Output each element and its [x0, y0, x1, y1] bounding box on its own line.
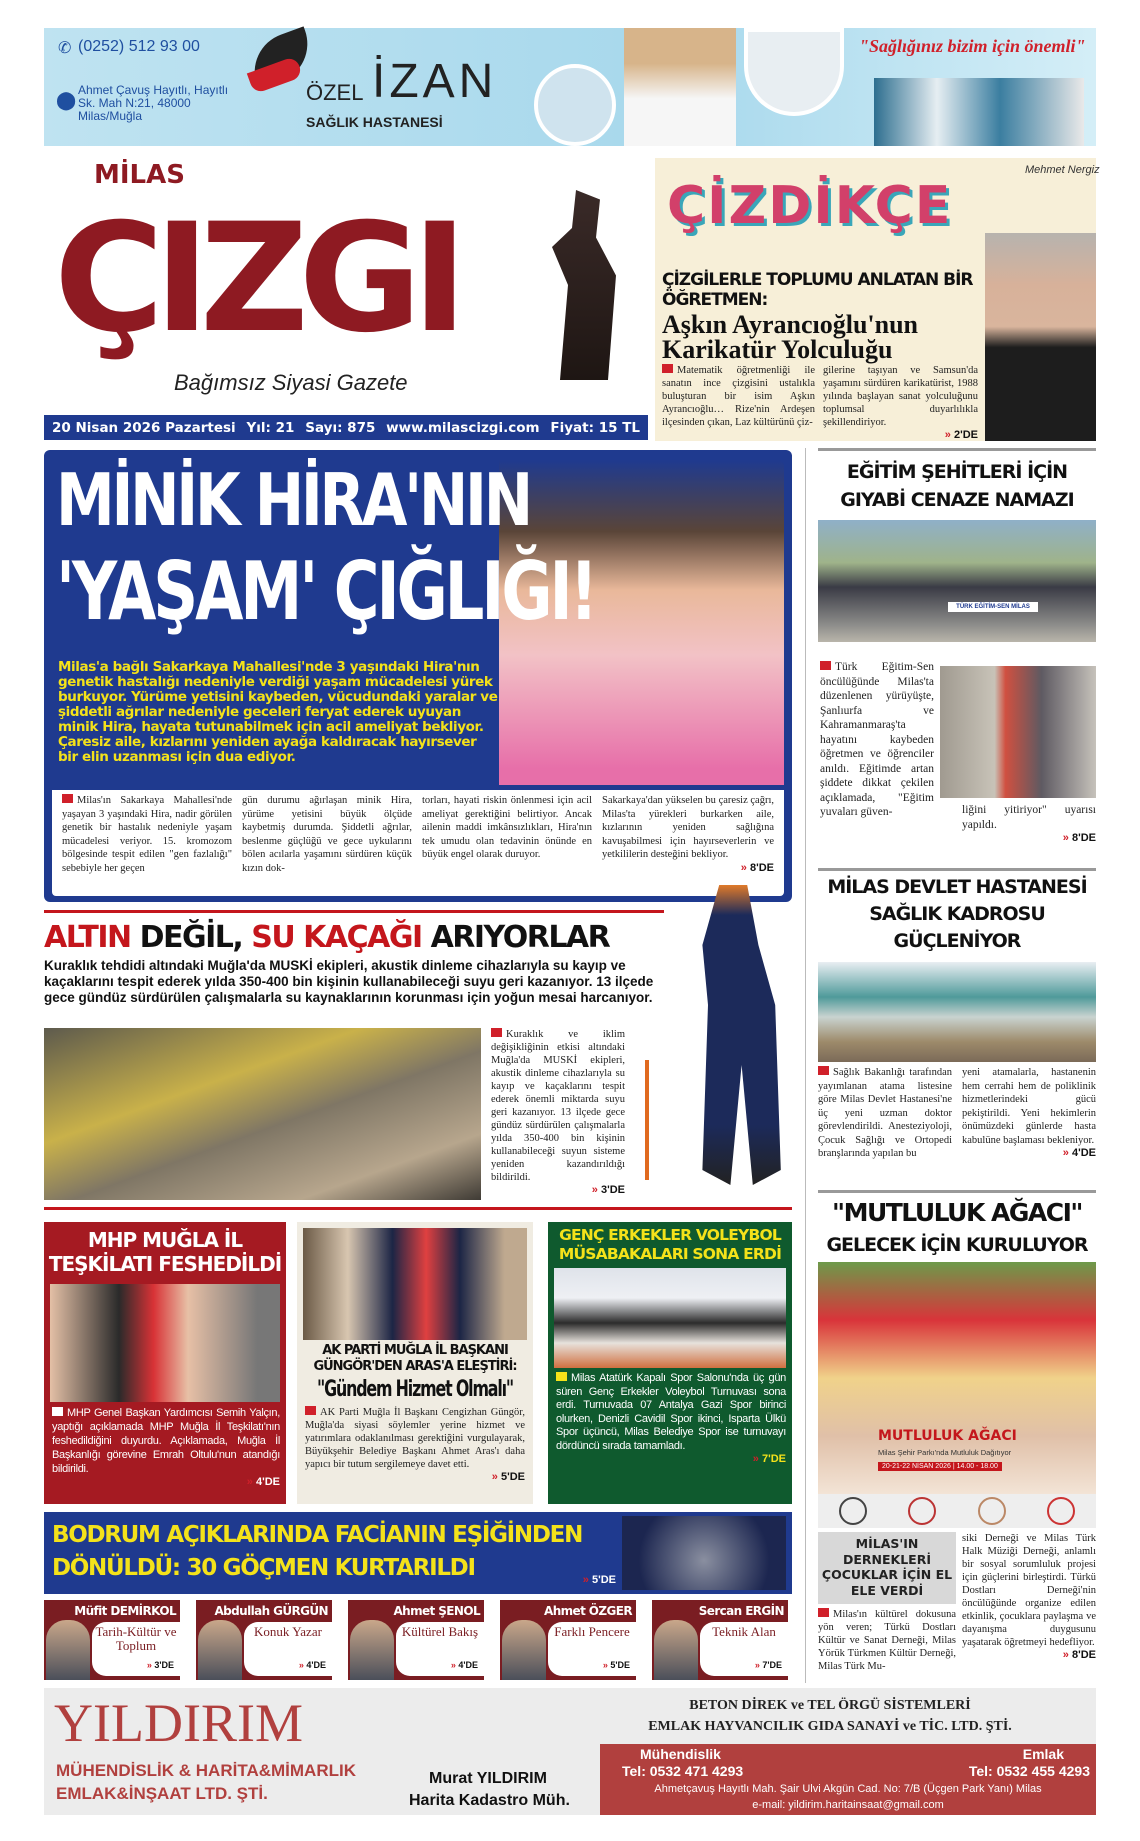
- egitim-group-photo: [818, 520, 1096, 642]
- association-logo-icon: [839, 1497, 867, 1525]
- hira-body: [52, 790, 784, 896]
- mhp-continue-link[interactable]: » 4'DE: [52, 1476, 280, 1488]
- ad2-contact-panel: [600, 1744, 1096, 1815]
- egitim-col1: [820, 660, 934, 820]
- issue-number: Sayı: 875: [305, 419, 376, 436]
- egitim-banner: TÜRK EĞİTİM-SEN MİLAS: [948, 602, 1038, 612]
- red-rule-bottom: [44, 1207, 792, 1210]
- issue-price: Fiyat: 15 TL: [550, 419, 640, 436]
- devlet-col2-wrap: [962, 1066, 1096, 1159]
- association-logo-icon: [978, 1497, 1006, 1525]
- hospital-photo: [818, 962, 1096, 1062]
- ad2-person: Murat YILDIRIM: [429, 1770, 547, 1787]
- bottom-ad-banner[interactable]: [44, 1688, 1096, 1815]
- hira-col4: Sakarkaya'dan yükselen bu çaresiz çağrı, Milas'ta yürekleri burkarken aile, kızlarının yeniden sağlığına kavuşabilmesi için hayırseverlerin ve yetkililerin desteğini bekliyor.: [602, 795, 774, 860]
- columnist-box[interactable]: [500, 1600, 636, 1680]
- cizdikce-box[interactable]: [655, 158, 1100, 441]
- mutluluk-col2-wrap: [962, 1532, 1096, 1661]
- ad-brand-prefix: ÖZEL: [306, 80, 364, 105]
- hira-story[interactable]: [44, 450, 792, 902]
- mhp-body-text: MHP Genel Başkan Yardımcısı Semih Yalçın, yaptığı açıklamada MHP Muğla İl Teşkilatı'nın feshedildiğini duyurdu. Açıklamada, Muğla İl Başkanlığı görevine Emrah Oltulu'nun atandığı bildirildi.: [52, 1407, 280, 1475]
- cizdikce-col2-wrap: [823, 364, 978, 441]
- columnist-box[interactable]: [652, 1600, 788, 1680]
- columnist-name: Ahmet ŞENOL: [393, 1604, 480, 1618]
- bullet-square-icon: [818, 1066, 829, 1075]
- cizdikce-subheadline: Aşkın Ayrancıoğlu'nun Karikatür Yolculuğu: [662, 310, 919, 364]
- altin-body-text: Kuraklık ve iklim değişikliğinin etkisi altındaki Muğla'da MUSKİ ekipleri, akustik dinleme cihazlarıyla su kayıp ve kaçaklarını tespit ederek önemli miktarda suyu geri kazanıyor. 13 ilçede gece gündüz sürdürülen çalışmalarla yılda 350-400 bin kişinin kullanabileceği suyun sisteme yeniden kazandırıldığı bildirildi.: [491, 1029, 625, 1183]
- mutluluk-poster-title: MUTLULUK AĞACI: [878, 1428, 1017, 1444]
- akparti-photo: [303, 1228, 527, 1340]
- ad2-sub1: MÜHENDİSLİK & HARİTA&MİMARLIK: [56, 1761, 356, 1780]
- mutluluk-continue-link[interactable]: » 8'DE: [962, 1649, 1096, 1661]
- columnist-page-link[interactable]: » 4'DE: [299, 1660, 326, 1670]
- ad-doctor-heart-image: [534, 64, 616, 146]
- bullet-square-icon: [52, 1407, 63, 1416]
- columnist-name: Sercan ERGİN: [698, 1604, 784, 1618]
- ad2-address: Ahmetçavuş Hayıtlı Mah. Şair Ulvi Akgün Cad. No: 7/B (Üçgen Park Yanı) Milas: [654, 1783, 1042, 1795]
- columnist-name: Müfit DEMİRKOL: [74, 1604, 176, 1618]
- bodrum-line2: DÖNÜLDÜ: 30 GÖÇMEN KURTARILDI: [52, 1555, 475, 1581]
- ad-address: Ahmet Çavuş Hayıtlı, Hayıtlı Sk. Mah N:21, 48000 Milas/Muğla: [78, 83, 229, 123]
- ad2-tel1: Tel: 0532 471 4293: [622, 1763, 744, 1779]
- columnist-photo: [654, 1620, 698, 1680]
- altin-t4: ARIYORLAR: [430, 920, 610, 955]
- ad2-dept1: Mühendislik: [640, 1746, 721, 1762]
- hira-col3: torları, hayati riskin önlenmesi için acil ameliyat gerektiğini belirtiyor. Ancak ailenin maddi imkânsızlıkları, Hira'nın tek umudu olan tedavinin önünde en büyük engel olarak duruyor.: [422, 795, 592, 860]
- ad2-email[interactable]: e-mail: yildirim.haritainsaat@gmail.com: [752, 1799, 944, 1811]
- akparti-body-wrap: [305, 1406, 525, 1483]
- column-divider: [805, 448, 806, 1683]
- egitim-title: EĞİTİM ŞEHİTLERİ İÇİN GIYABİ CENAZE NAMAZI: [840, 461, 1074, 511]
- bullet-square-icon: [305, 1406, 316, 1415]
- bodrum-continue-link[interactable]: » 5'DE: [564, 1574, 616, 1586]
- hira-col1: [62, 794, 232, 875]
- egitim-col2-wrap: [962, 803, 1096, 844]
- columnist-box[interactable]: [196, 1600, 332, 1680]
- ad-phone: (0252) 512 93 00: [78, 38, 200, 55]
- bodrum-banner[interactable]: [44, 1512, 792, 1594]
- voleybol-continue-link[interactable]: » 7'DE: [556, 1453, 786, 1465]
- columnist-name: Abdullah GÜRGÜN: [214, 1604, 328, 1618]
- altin-t3: SU KAÇAĞI: [251, 920, 422, 955]
- devlet-continue-link[interactable]: » 4'DE: [962, 1147, 1096, 1159]
- mutluluk-poster-sub: Milas Şehir Parkı'nda Mutluluk Dağıtıyor: [878, 1448, 1012, 1457]
- masthead-small: MİLAS: [94, 160, 185, 190]
- hira-title-1: MİNİK HİRA'NIN: [56, 458, 530, 542]
- bullet-square-icon: [662, 364, 673, 373]
- akparti-quote: "Gündem Hizmet Olmalı": [316, 1377, 513, 1402]
- columnist-page-link[interactable]: » 7'DE: [755, 1660, 782, 1670]
- association-logo-icon: [908, 1497, 936, 1525]
- egitim-continue-link[interactable]: » 8'DE: [962, 832, 1096, 844]
- akparti-body: [305, 1406, 525, 1471]
- cizdikce-col1: [662, 364, 815, 429]
- columnist-page-link[interactable]: » 4'DE: [451, 1660, 478, 1670]
- mutluluk-subhead: MİLAS'IN DERNEKLERİ ÇOCUKLAR İÇİN EL ELE VERDİ: [818, 1532, 956, 1604]
- hira-continue-link[interactable]: » 8'DE: [602, 862, 774, 874]
- mhp-story[interactable]: [44, 1222, 286, 1504]
- hira-lead: Milas'a bağlı Sakarkaya Mahallesi'nde 3 yaşındaki Hira'nın genetik hastalığı nedeniyle verdiği yaşam mücadelesi yürek burkuyor. Yürüme yetisini kaybeden, vücudundaki yaralar ve şiddetli ağrılar nedeniyle geceleri feryat ederek uyuyan minik Hira, hayata tutunabilmek için acil ameliyat bekliyor. Çaresiz aile, kızlarını yeniden ayağa kaldıracak hayırsever bir elin uzanması için dua ediyor.: [58, 659, 498, 765]
- cartoonist-photo: [985, 233, 1096, 441]
- cizdikce-continue-link[interactable]: » 2'DE: [823, 429, 978, 441]
- columnist-page-link[interactable]: » 5'DE: [603, 1660, 630, 1670]
- column-title: Tarih-Kültür ve Toplum: [92, 1622, 180, 1676]
- akparti-story[interactable]: [297, 1222, 533, 1504]
- migrant-boat-photo: [622, 1516, 786, 1590]
- altin-body-wrap: [491, 1028, 625, 1196]
- mutluluk-col1: [818, 1608, 956, 1673]
- ad-doctor-image: [624, 28, 736, 146]
- hira-col4-wrap: [602, 794, 774, 874]
- ataturk-silhouette: [544, 190, 624, 380]
- mutluluk-title-2: GELECEK İÇİN KURULUYOR: [826, 1234, 1088, 1256]
- cizdikce-headline: ÇİZGİLERLE TOPLUMU ANLATAN BİR ÖĞRETMEN:: [662, 270, 973, 310]
- website-link[interactable]: www.milascizgi.com: [386, 419, 540, 436]
- mutluluk-col1-text: Milas'ın kültürel dokusuna yön veren; Türkü Dostları Kültür ve Sanat Derneği, Milas Yörük Türkmen Kültür Derneği, Milas Türk Mu-: [818, 1609, 956, 1672]
- masthead-info-bar: [44, 415, 648, 440]
- columnist-photo: [502, 1620, 546, 1680]
- mutluluk-poster-date: 20-21-22 NİSAN 2026 | 14.00 - 18.00: [878, 1462, 1002, 1471]
- association-logos: [818, 1494, 1096, 1528]
- ad2-brand: YILDIRIM: [54, 1693, 303, 1753]
- bullet-square-icon: [62, 794, 73, 803]
- columnist-photo: [198, 1620, 242, 1680]
- altin-body: [491, 1028, 625, 1184]
- columnist-box[interactable]: [348, 1600, 484, 1680]
- altin-t2: DEĞİL,: [139, 920, 243, 955]
- bullet-square-icon: [818, 1608, 829, 1617]
- cartoonist-signature: Mehmet Nergiz: [1025, 164, 1100, 176]
- masthead-tagline: Bağımsız Siyasi Gazete: [174, 370, 408, 395]
- altin-lead: Kuraklık tehdidi altındaki Muğla'da MUSKİ ekipleri, akustik dinleme cihazlarıyla su kayıp ve kaçaklarını tespit ederek yılda 350-400 bin kişinin kullanabileceği suyu geri kazanıyor. 13 ilçede gece gündüz sürdürülen çalışmalarla su kaynaklarının korunması için yoğun mesai harcanıyor.: [44, 958, 654, 1005]
- bullet-square-icon: [556, 1372, 567, 1381]
- column-title: Kültürel Bakış: [396, 1622, 484, 1676]
- bullet-square-icon: [491, 1028, 502, 1037]
- columnist-photo: [350, 1620, 394, 1680]
- devlet-col1: [818, 1066, 952, 1161]
- masthead: [44, 160, 648, 405]
- mhp-body: [52, 1406, 280, 1476]
- hira-title-2: 'YAŞAM' ÇIĞLIĞI!: [56, 545, 595, 638]
- ad-handshake-image: [744, 28, 844, 116]
- excavator-photo: [44, 1028, 481, 1200]
- phone-icon: ✆: [58, 40, 72, 57]
- egitim-col1-text: Türk Eğitim-Sen öncülüğünde Milas'ta düzenlenen yürüyüşte, Şanlıurfa ve Kahramanmaraş'ta hayatını kaybeden öğretmen ve öğrenciler anıldı. Eğitimde artan şiddete dikkat çekilen açıklamada, "Eğitim yuvaları güven-: [820, 661, 934, 818]
- akparti-title: AK PARTİ MUĞLA İL BAŞKANI GÜNGÖR'DEN ARAS'A ELEŞTİRİ:: [313, 1343, 517, 1374]
- ad2-line2: EMLAK HAYVANCILIK GIDA SANAYİ ve TİC. LTD. ŞTİ.: [648, 1719, 1012, 1734]
- ad-hospital-building: [874, 78, 1084, 146]
- bullet-square-icon: [820, 661, 831, 670]
- devlet-title: MİLAS DEVLET HASTANESİ SAĞLIK KADROSU GÜÇLENİYOR: [827, 876, 1087, 952]
- ad-brand: İZAN: [372, 55, 498, 108]
- top-ad-banner[interactable]: [44, 28, 1096, 146]
- acoustic-device: [645, 1060, 649, 1180]
- altin-continue-link[interactable]: » 3'DE: [491, 1184, 625, 1196]
- egitim-col2: liğini yitiriyor" uyarısı yapıldı.: [962, 804, 1096, 831]
- columnist-box[interactable]: [44, 1600, 180, 1680]
- hira-col1-text: Milas'ın Sakarkaya Mahallesi'nde yaşayan 3 yaşındaki Hira, nadir görülen genetik bir hastalık nedeniyle yaşam mücadelesi veriyor. 15. kromozom bölgesinde tespit edilen "gen fazlalığı" sebebiyle her geçen: [62, 795, 232, 874]
- cizdikce-col2: gilerine taşıyan ve Samsun'da yaşamını sürdüren karikatürist, 1988 yılında başlayan sanat yolculuğunu toplumsal duyarlılıkla şekillendiriyor.: [823, 365, 978, 428]
- voleybol-body-wrap: [556, 1372, 786, 1465]
- masthead-logo: ÇIZGI: [54, 192, 458, 366]
- egitim-memorial-photo: [940, 666, 1096, 798]
- location-pin-icon: ⬤: [56, 90, 77, 110]
- devlet-col2: yeni atamalarla, hastanenin hem cerrahi hem de poliklinik hizmetlerindeki gücü pekiştirildi. Yeni hekimlerin önümüzdeki günlerde hasta kabulüne başlaması bekleniyor.: [962, 1067, 1096, 1146]
- devlet-top-rule: [818, 868, 1096, 871]
- association-logo-icon: [1047, 1497, 1075, 1525]
- devlet-col1-text: Sağlık Bakanlığı tarafından yayımlanan atama listesine göre Milas Devlet Hastanesi'ne üç yeni uzman doktor görevlendirildi. Anesteziyoloji, Çocuk Sağlığı ve Ortopedi branşlarında yapılan bu: [818, 1067, 952, 1159]
- ad2-dept2: Emlak: [1022, 1746, 1064, 1762]
- mutluluk-title-1: "MUTLULUK AĞACI": [832, 1198, 1082, 1227]
- columnist-page-link[interactable]: » 3'DE: [147, 1660, 174, 1670]
- bodrum-line1: BODRUM AÇIKLARINDA FACİANIN EŞİĞİNDEN: [52, 1522, 583, 1548]
- mutluluk-top-rule: [818, 1190, 1096, 1193]
- hira-col2: gün durumu ağırlaşan minik Hira, yürüme yetisini büyük ölçüde kaybetmiş durumda. Şiddetli ağrılar, beslenme güçlüğü ve gece uykularını bölen acılarla yaşamını sürdüren küçük kızın dok-: [242, 795, 412, 874]
- red-rule: [44, 910, 664, 913]
- ad2-tel2: Tel: 0532 455 4293: [968, 1763, 1090, 1779]
- mhp-body-wrap: [52, 1406, 280, 1488]
- egitim-top-rule: [818, 448, 1096, 451]
- akparti-body-text: AK Parti Muğla İl Başkanı Cengizhan Güngör, Muğla'da siyasi söylemler yerine hizmet ve yatırımlara odaklanılması gerektiğini vurgulayarak, Büyükşehir Belediye Başkanı Ahmet Aras'ı daha yapıcı bir tutum sergilemeye davet etti.: [305, 1407, 525, 1470]
- column-title: Teknik Alan: [700, 1622, 788, 1676]
- akparti-continue-link[interactable]: » 5'DE: [305, 1471, 525, 1483]
- mhp-title: MHP MUĞLA İL TEŞKİLATI FESHEDİLDİ: [48, 1228, 282, 1276]
- ad2-person-title: Harita Kadastro Müh.: [409, 1792, 570, 1809]
- mutluluk-col2: siki Derneği ve Milas Türk Halk Müziği Derneği, anlamlı bir sosyal sorumluluk projesi için güçlerini birleştirdi. Türkü Dostları Derneği'nin öncülüğünde organize edilen etkinlik, çocuklara paylaşma ve dayanışma duygusunu yaşatarak öğretmeyi hedefliyor.: [962, 1533, 1096, 1648]
- mhp-photo: [50, 1284, 280, 1402]
- ad2-line1: BETON DİREK ve TEL ÖRGÜ SİSTEMLERİ: [689, 1698, 971, 1713]
- cizdikce-col1-text: Matematik öğretmenliği ile sanatın ince çizgisini ustalıkla buluşturan bir isim Aşkın Ayrancıoğlu… Rize'nin Ardeşen ilçesinden çıkan, Laz kültürünü çiz-: [662, 365, 815, 428]
- altin-headline: [44, 920, 609, 956]
- altin-t1: ALTIN: [44, 920, 131, 955]
- ad-slogan: "Sağlığınız bizim için önemli": [859, 36, 1086, 56]
- issue-date: 20 Nisan 2026 Pazartesi: [52, 419, 236, 436]
- ad-brand-sub: SAĞLIK HASTANESİ: [306, 114, 443, 130]
- cizdikce-logo: ÇİZDİKÇE: [667, 176, 953, 236]
- voleybol-story[interactable]: [548, 1222, 792, 1504]
- columnist-photo: [46, 1620, 90, 1680]
- issue-year: Yıl: 21: [246, 419, 295, 436]
- voleybol-photo: [554, 1268, 786, 1368]
- ad2-sub2: EMLAK&İNŞAAT LTD. ŞTİ.: [56, 1784, 268, 1803]
- column-title: Farklı Pencere: [548, 1622, 636, 1676]
- voleybol-body-text: Milas Atatürk Kapalı Spor Salonu'nda üç gün süren Genç Erkekler Voleybol Turnuvası sona erdi. Turnuvada 07 Antalya Gazi Spor birinci olurken, Denizli Cavidil Spor ikinci, Isparta Ülkü Spor üçüncü, Milas Belediye Spor ise turnuvayı dördüncü sırada tamamladı.: [556, 1372, 786, 1452]
- column-title: Konuk Yazar: [244, 1622, 332, 1676]
- voleybol-body: [556, 1372, 786, 1453]
- mutluluk-photo: [818, 1262, 1096, 1494]
- columnist-name: Ahmet ÖZGER: [544, 1604, 632, 1618]
- worker-photo: [680, 885, 792, 1185]
- voleybol-title: GENÇ ERKEKLER VOLEYBOL MÜSABAKALARI SONA ERDİ: [558, 1226, 782, 1263]
